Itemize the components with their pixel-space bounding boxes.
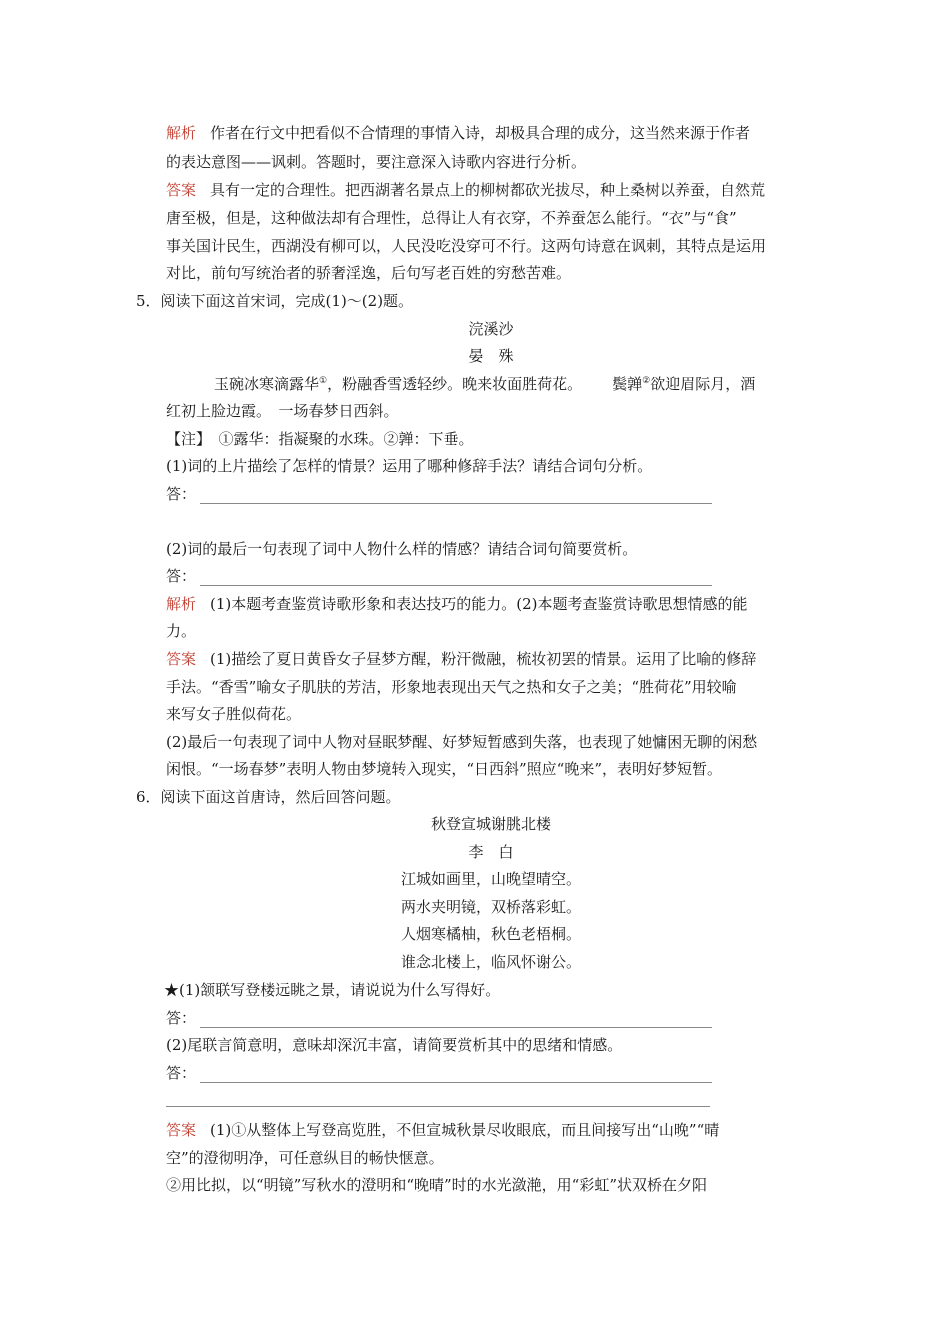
poem-line: 人烟寒橘柚，秋色老梧桐。 (400, 925, 581, 943)
poem-title: 秋登宣城谢朓北楼 (430, 815, 551, 833)
poem-title: 浣溪沙 (468, 320, 514, 338)
text-line: 对比，前句写统治者的骄奢淫逸，后句写老百姓的穷愁苦难。 (166, 264, 572, 282)
poem-author: 李 白 (468, 843, 514, 861)
daan-paragraph: 答案 具有一定的合理性。把西湖著名景点上的柳树都砍光拔尽，种上桑树以养蚕，自然荒 (166, 181, 766, 199)
answer-line[interactable]: 答： (166, 1063, 816, 1083)
blank-answer-line[interactable] (166, 1106, 710, 1107)
answer-line[interactable]: 答： (166, 1008, 816, 1028)
sub-question-1: (1)词的上片描绘了怎样的情景？运用了哪种修辞手法？请结合词句分析。 (166, 457, 653, 475)
sub-question-2: (2)词的最后一句表现了词中人物什么样的情感？请结合词句简要赏析。 (166, 540, 638, 558)
text-line: 的表达意图——讽刺。答题时，要注意深入诗歌内容进行分析。 (166, 153, 587, 171)
note-mark: ① (319, 376, 328, 386)
sub-question-1: ★(1)颔联写登楼远眺之景，请说说为什么写得好。 (164, 981, 501, 999)
daan-label: 答案 (166, 181, 197, 199)
question-6-stem: 6．阅读下面这首唐诗，然后回答问题。 (136, 788, 401, 806)
poem-note: 【注】 ①露华：指凝聚的水珠。②亸：下垂。 (166, 430, 474, 448)
poem-line: 红初上脸边霞。 一场春梦日西斜。 (166, 402, 399, 420)
jiexi-label: 解析 (166, 124, 197, 142)
text-line: 力。 (166, 622, 197, 640)
jiexi-label: 解析 (166, 595, 197, 613)
text-line: 手法。“香雪”喻女子肌肤的芳洁，形象地表现出天气之热和女子之美；“胜荷花”用较喻 (166, 678, 737, 696)
daan-paragraph: 答案 (1)描绘了夏日黄昏女子昼梦方醒，粉汗微融，梳妆初罢的情景。运用了比喻的修辞 (166, 650, 757, 668)
text-line: ②用比拟，以“明镜”写秋水的澄明和“晚晴”时的水光潋滟，用“彩虹”状双桥在夕阳 (166, 1176, 708, 1194)
poem-line: 玉碗冰寒滴露华①，粉融香雪透轻纱。晚来妆面胜荷花。 鬓亸②欲迎眉际月，酒 (214, 375, 756, 393)
text-line: 空”的澄彻明净，可任意纵目的畅快惬意。 (166, 1149, 444, 1167)
answer-line[interactable]: 答： (166, 566, 816, 586)
poem-line: 江城如画里，山晚望晴空。 (400, 870, 581, 888)
note-mark: ② (642, 376, 651, 386)
answer-line[interactable]: 答： (166, 484, 816, 504)
poem-author: 晏 殊 (468, 347, 514, 365)
text-line: 唐至极，但是，这种做法却有合理性，总得让人有衣穿，不养蚕怎么能行。“衣”与“食” (166, 209, 737, 227)
jiexi-paragraph: 解析 (1)本题考查鉴赏诗歌形象和表达技巧的能力。(2)本题考查鉴赏诗歌思想情感的能 (166, 595, 748, 613)
daan-label: 答案 (166, 1121, 197, 1139)
question-5-stem: 5．阅读下面这首宋词，完成(1)～(2)题。 (136, 292, 414, 310)
text-line: 闲恨。“一场春梦”表明人物由梦境转入现实，“日西斜”照应“晚来”，表明好梦短暂。 (166, 760, 723, 778)
daan-paragraph: 答案 (1)①从整体上写登高览胜，不但宣城秋景尽收眼底，而且间接写出“山晚”“晴 (166, 1121, 720, 1139)
poem-line: 两水夹明镜，双桥落彩虹。 (400, 898, 581, 916)
text-line: 来写女子胜似荷花。 (166, 705, 302, 723)
text-line: (2)最后一句表现了词中人物对昼眠梦醒、好梦短暂感到失落，也表现了她慵困无聊的闲愁 (166, 733, 758, 751)
sub-question-2: (2)尾联言简意明，意味却深沉丰富，请简要赏析其中的思绪和情感。 (166, 1036, 623, 1054)
text-line: 事关国计民生，西湖没有柳可以，人民没吃没穿可不行。这两句诗意在讽刺，其特点是运用 (166, 237, 767, 255)
poem-line: 谁念北楼上，临风怀谢公。 (400, 953, 581, 971)
daan-label: 答案 (166, 650, 197, 668)
jiexi-paragraph: 解析 作者在行文中把看似不合情理的事情入诗，却极具合理的成分，这当然来源于作者 (166, 124, 751, 142)
